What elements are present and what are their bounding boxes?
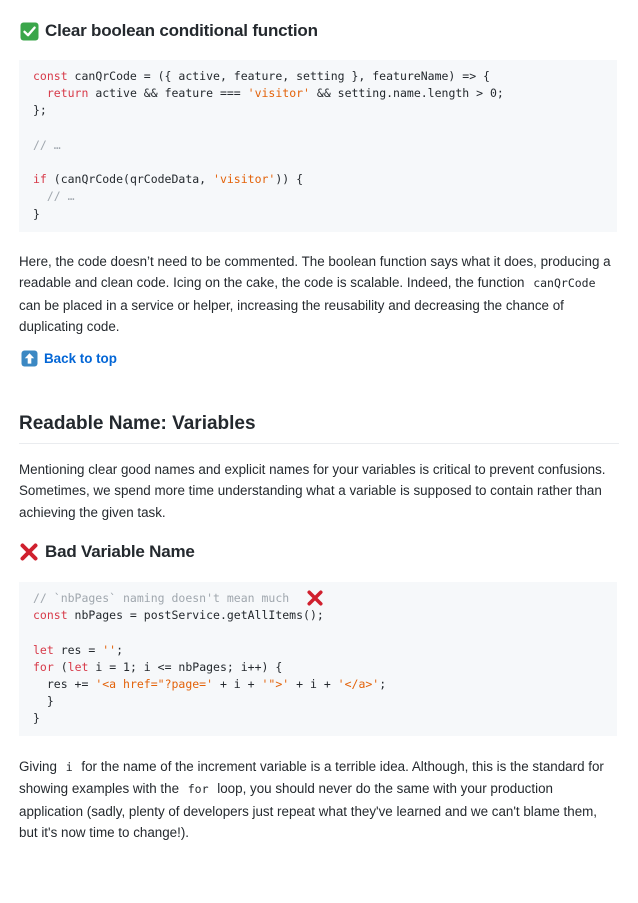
code-line: } bbox=[33, 206, 40, 221]
code-comment: // … bbox=[46, 189, 75, 204]
code-line bbox=[33, 624, 603, 641]
code-line bbox=[33, 154, 603, 171]
bad-variable-name-heading bbox=[19, 542, 195, 562]
inline-code: canQrCode bbox=[533, 276, 596, 291]
variables-intro-paragraph: Mentioning clear good names and explicit names for your variables is critical to prevent confusions. Sometimes, we spend more time understanding what a variable is supposed to contain rather than achieving the given task. bbox=[19, 462, 606, 520]
code-line: }; bbox=[33, 103, 47, 118]
code-line: if (canQrCode(qrCodeData, 'visitor')) { bbox=[33, 172, 304, 187]
inline-code: i bbox=[65, 760, 73, 774]
code-comment: // `nbPages` naming doesn't mean much bbox=[33, 590, 603, 607]
closing-paragraph: Giving i for the name of the increment variable is a terrible idea. Although, this is the standard for showing examples with the for loop, you should never do the same with your production application (sadly, plenty of developers just repeat what they've learned and we can't blame them, but it's now time to change!). bbox=[19, 759, 604, 840]
explanation-paragraph: Here, the code doesn’t need to be commented. The boolean function says what it does, producing a readable and clean code. Icing on the cake, the code is scalable. Indeed, the function canQrCode can be placed in a service or helper, increasing the reusability and decreasing the chance of duplicating code. bbox=[19, 254, 611, 334]
readable-name-variables-heading: Readable Name: Variables bbox=[19, 413, 619, 444]
code-block-bad-variable bbox=[19, 582, 617, 736]
cross-mark-icon bbox=[307, 590, 323, 611]
code-line: for (let i = 1; i <= nbPages; i++) { bbox=[33, 659, 283, 674]
back-to-top-link[interactable] bbox=[19, 348, 117, 368]
code-line: res += '<a href="?page=' + i + '">' + i + '</a>'; bbox=[46, 676, 387, 691]
code-comment: // … bbox=[33, 137, 61, 152]
code-line: const canQrCode = ({ active, feature, setting }, featureName) => { bbox=[33, 69, 490, 83]
code-line: let res = ''; bbox=[33, 642, 124, 657]
clear-boolean-heading bbox=[19, 21, 318, 41]
code-line: } bbox=[46, 694, 54, 709]
heading-text: Bad Variable Name bbox=[45, 542, 195, 561]
up-arrow-icon bbox=[19, 348, 39, 368]
code-line: return active && feature === 'visitor' && setting.name.length > 0; bbox=[46, 86, 504, 101]
heading-text: Clear boolean conditional function bbox=[45, 21, 318, 40]
cross-mark-icon bbox=[19, 542, 39, 562]
code-block-clear-boolean bbox=[19, 60, 617, 232]
inline-code: for bbox=[187, 782, 209, 797]
code-line: } bbox=[33, 711, 40, 726]
code-line bbox=[33, 120, 603, 137]
code-line: const nbPages = postService.getAllItems(); bbox=[33, 608, 324, 623]
back-to-top-label[interactable]: Back to top bbox=[44, 350, 117, 366]
check-mark-button-icon bbox=[19, 21, 39, 41]
